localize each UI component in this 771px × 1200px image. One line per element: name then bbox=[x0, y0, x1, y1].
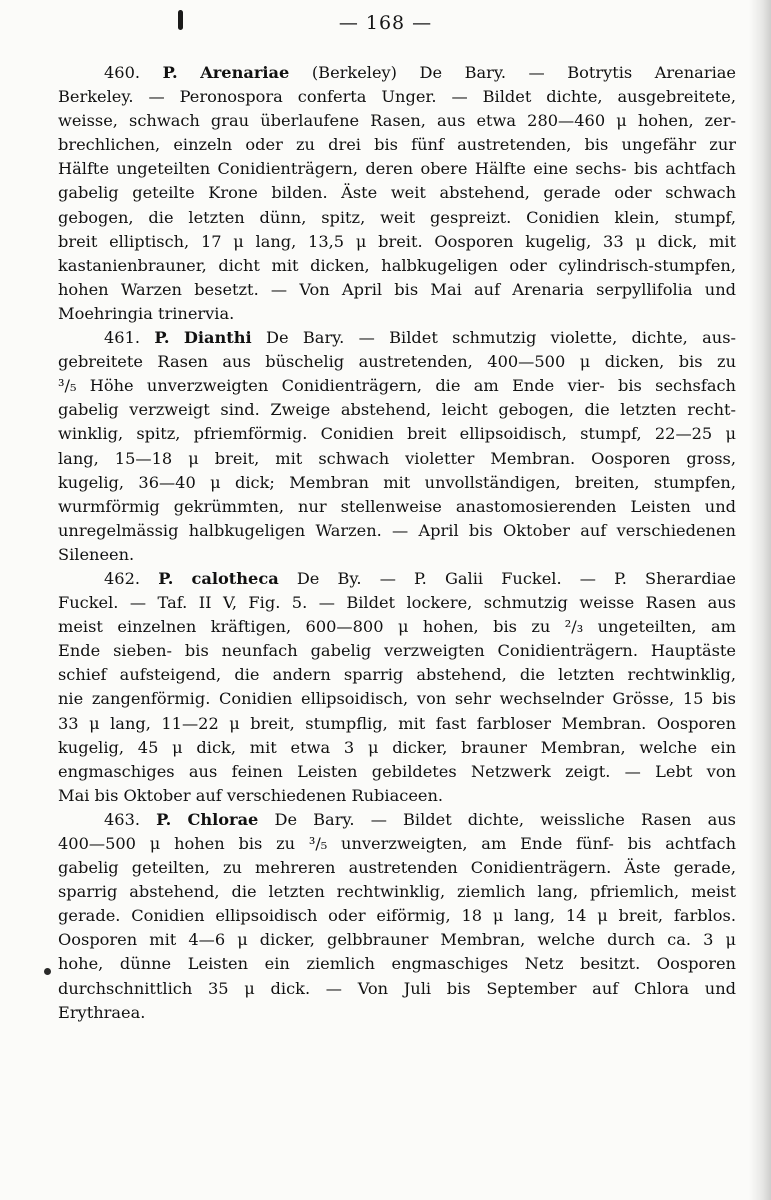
page-edge-shadow bbox=[749, 0, 771, 1200]
entry-number: 463. bbox=[104, 809, 141, 829]
text-line: gabelig geteilte Krone bilden. Äste weit abstehend, gerade oder schwach bbox=[58, 183, 736, 203]
text-line: De Bary. — Bildet dichte, weissliche Rasen aus bbox=[258, 809, 736, 829]
ink-speck bbox=[44, 968, 51, 975]
entry-number: 461. bbox=[104, 328, 141, 348]
text-line: Moehringia trinervia. bbox=[58, 303, 235, 323]
genus-name: P. bbox=[156, 809, 172, 829]
text-line: gabelig verzweigt sind. Zweige abstehend, leicht gebogen, die letzten recht- bbox=[58, 400, 736, 420]
text-line: kastanienbrauner, dicht mit dicken, halbkugeligen oder cylindrisch-stumpfen, bbox=[58, 255, 736, 275]
species-name: Arenariae bbox=[200, 63, 290, 82]
text-line: Oosporen mit 4—6 μ dicker, gelbbrauner Membran, welche durch ca. 3 μ bbox=[58, 930, 736, 950]
text-line: brechlichen, einzeln oder zu drei bis fünf austretenden, bis ungefähr zur bbox=[58, 135, 736, 155]
text-line: kugelig, 36—40 μ dick; Membran mit unvollständigen, breiten, stumpfen, bbox=[58, 472, 736, 492]
text-line: De By. — P. Galii Fuckel. — P. Sherardiae bbox=[278, 568, 737, 588]
page-number: — 168 — bbox=[338, 12, 433, 34]
text-line: Ende sieben- bis neunfach gabelig verzweigten Conidienträgern. Hauptäste bbox=[58, 641, 736, 661]
entry-heading-line bbox=[58, 326, 736, 350]
entry-heading-line bbox=[58, 61, 736, 85]
text-line: lang, 15—18 μ breit, mit schwach violetter Membran. Oosporen gross, bbox=[58, 448, 736, 468]
species-entry-460 bbox=[58, 61, 736, 326]
text-line: hohen Warzen besetzt. — Von April bis Mai auf Arenaria serpyllifolia und bbox=[58, 279, 736, 299]
text-line: 400—500 μ hohen bis zu ³/₅ unverzweigten, am Ende fünf- bis achtfach bbox=[58, 834, 736, 853]
text-line: schief aufsteigend, die andern sparrig abstehend, die letzten rechtwinklig, bbox=[58, 665, 736, 685]
text-line: Mai bis Oktober auf verschiedenen Rubiaceen. bbox=[58, 785, 444, 805]
text-line: durchschnittlich 35 μ dick. — Von Juli bis September auf Chlora und bbox=[58, 978, 736, 998]
genus-name: P. bbox=[162, 63, 178, 82]
text-line: kugelig, 45 μ dick, mit etwa 3 μ dicker, brauner Membran, welche ein bbox=[58, 737, 736, 757]
text-line: ³/₅ Höhe unverzweigten Conidienträgern, die am Ende vier- bis sechsfach bbox=[58, 376, 736, 396]
text-line: unregelmässig halbkugeligen Warzen. — April bis Oktober auf verschiedenen bbox=[58, 520, 736, 540]
text-line: sparrig abstehend, die letzten rechtwinklig, ziemlich lang, pfriemlich, meist bbox=[58, 882, 736, 902]
text-line: wurmförmig gekrümmten, nur stellenweise anastomosierenden Leisten und bbox=[58, 496, 736, 516]
species-name: Chlorae bbox=[187, 809, 259, 829]
text-line: winklig, spitz, pfriemförmig. Conidien breit ellipsoidisch, stumpf, 22—25 μ bbox=[58, 424, 736, 444]
text-line: De Bary. — Bildet schmutzig violette, dichte, aus- bbox=[251, 328, 736, 348]
species-name: Dianthi bbox=[183, 328, 252, 348]
page-text bbox=[58, 61, 736, 1025]
species-entry-463 bbox=[58, 808, 736, 1025]
genus-name: P. bbox=[154, 328, 170, 348]
text-line: gerade. Conidien ellipsoidisch oder eiförmig, 18 μ lang, 14 μ breit, farblos. bbox=[58, 906, 736, 926]
entry-heading-line bbox=[58, 808, 736, 832]
text-line: Hälfte ungeteilten Conidienträgern, deren obere Hälfte eine sechs- bis achtfach bbox=[58, 159, 736, 179]
entry-heading-line bbox=[58, 567, 736, 591]
text-line: breit elliptisch, 17 μ lang, 13,5 μ breit. Oosporen kugelig, 33 μ dick, mit bbox=[58, 231, 736, 251]
text-line: Sileneen. bbox=[58, 544, 135, 564]
text-line: meist einzelnen kräftigen, 600—800 μ hohen, bis zu ²/₃ ungeteilten, am bbox=[58, 617, 736, 637]
text-line: gebreitete Rasen aus büschelig austretenden, 400—500 μ dicken, bis zu bbox=[58, 352, 736, 372]
species-entry-462 bbox=[58, 567, 736, 808]
text-line: gebogen, die letzten dünn, spitz, weit gespreizt. Conidien klein, stumpf, bbox=[58, 207, 736, 227]
text-line: hohe, dünne Leisten ein ziemlich engmaschiges Netz besitzt. Oosporen bbox=[58, 954, 736, 974]
species-entry-461 bbox=[58, 326, 736, 567]
text-line: nie zangenförmig. Conidien ellipsoidisch, von sehr wechselnder Grösse, 15 bis bbox=[58, 689, 736, 709]
genus-name: P. bbox=[158, 568, 174, 588]
entry-number: 460. bbox=[104, 63, 141, 82]
text-line: Erythraea. bbox=[58, 1002, 146, 1022]
text-line: gabelig geteilten, zu mehreren austretenden Conidienträgern. Äste gerade, bbox=[58, 858, 736, 878]
text-line: engmaschiges aus feinen Leisten gebildetes Netzwerk zeigt. — Lebt von bbox=[58, 761, 736, 781]
entry-number: 462. bbox=[104, 568, 141, 588]
text-line: Berkeley. — Peronospora conferta Unger. — Bildet dichte, ausgebreitete, bbox=[58, 87, 736, 107]
text-line: weisse, schwach grau überlaufene Rasen, aus etwa 280—460 μ hohen, zer- bbox=[58, 111, 736, 131]
species-name: calotheca bbox=[191, 568, 279, 588]
text-line: (Berkeley) De Bary. — Botrytis Arenariae bbox=[289, 63, 736, 82]
text-line: Fuckel. — Taf. II V, Fig. 5. — Bildet lockere, schmutzig weisse Rasen aus bbox=[58, 593, 736, 613]
text-line: 33 μ lang, 11—22 μ breit, stumpflig, mit fast farbloser Membran. Oosporen bbox=[58, 713, 736, 733]
